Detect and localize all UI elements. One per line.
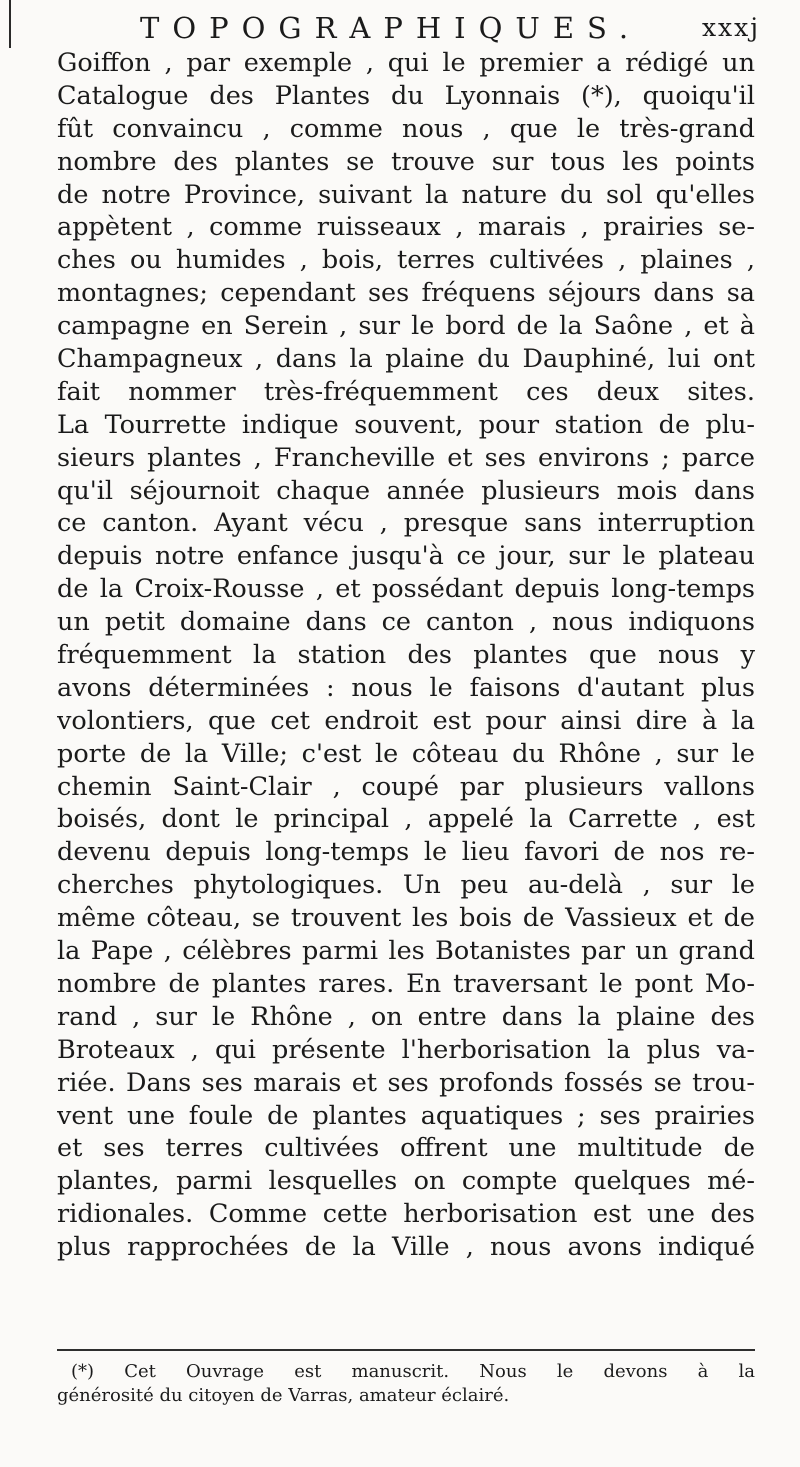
text-line: devenu depuis long-temps le lieu favori de nos re- [57, 837, 755, 868]
text-line: la Pape , célèbres parmi les Botanistes par un grand [57, 936, 755, 967]
running-title: TOPOGRAPHIQUES. [140, 11, 642, 45]
text-line: boisés, dont le principal , appelé la Carrette , est [57, 804, 755, 835]
text-line: Broteaux , qui présente l'herborisation la plus va- [57, 1034, 755, 1065]
text-line: campagne en Serein , sur le bord de la Saône , et à [57, 311, 755, 342]
main-text [57, 47, 755, 1264]
text-line: ridionales. Comme cette herborisation est une des [57, 1199, 755, 1230]
running-header [140, 8, 760, 48]
text-line: plus rapprochées de la Ville , nous avons indiqué [57, 1232, 755, 1263]
text-line: plantes, parmi lesquelles on compte quelques mé- [57, 1166, 755, 1197]
text-line: de la Croix-Rousse , et possédant depuis long-temps [57, 574, 755, 605]
footnote [57, 1360, 755, 1408]
text-line: sieurs plantes , Francheville et ses environs ; parce [57, 442, 755, 473]
text-line: fait nommer très-fréquemment ces deux sites. [57, 376, 755, 407]
text-line: vent une foule de plantes aquatiques ; ses prairies [57, 1100, 755, 1131]
text-line: avons déterminées : nous le faisons d'autant plus [57, 672, 755, 703]
text-line: et ses terres cultivées offrent une multitude de [57, 1133, 755, 1164]
text-line: fût convaincu , comme nous , que le très-grand [57, 113, 755, 144]
footnote-line: (*) Cet Ouvrage est manuscrit. Nous le devons à la [71, 1361, 755, 1382]
text-line: ches ou humides , bois, terres cultivées , plaines , [57, 245, 755, 276]
text-line: porte de la Ville; c'est le côteau du Rhône , sur le [57, 738, 755, 769]
text-line: Catalogue des Plantes du Lyonnais (*), quoiqu'il [57, 80, 755, 111]
text-line: riée. Dans ses marais et ses profonds fossés se trou- [57, 1067, 755, 1098]
text-line: Champagneux , dans la plaine du Dauphiné, lui ont [57, 344, 755, 375]
text-line: ce canton. Ayant vécu , presque sans interruption [57, 508, 755, 539]
text-line: fréquemment la station des plantes que nous y [57, 640, 755, 671]
text-line: qu'il séjournoit chaque année plusieurs mois dans [57, 475, 755, 506]
text-line: appètent , comme ruisseaux , marais , prairies se- [57, 212, 755, 243]
text-line: un petit domaine dans ce canton , nous indiquons [57, 607, 755, 638]
text-line: chemin Saint-Clair , coupé par plusieurs vallons [57, 771, 755, 802]
text-line: même côteau, se trouvent les bois de Vassieux et de [57, 903, 755, 934]
text-line: nombre des plantes se trouve sur tous les points [57, 146, 755, 177]
text-line: Goiffon , par exemple , qui le premier a rédigé un [57, 48, 755, 78]
text-line: nombre de plantes rares. En traversant le pont Mo- [57, 968, 755, 999]
text-line: de notre Province, suivant la nature du sol qu'elles [57, 179, 755, 210]
text-line: volontiers, que cet endroit est pour ainsi dire à la [57, 705, 755, 736]
text-line: cherches phytologiques. Un peu au-delà , sur le [57, 870, 755, 901]
footnote-line: générosité du citoyen de Varras, amateur éclairé. [57, 1385, 510, 1406]
text-line: depuis notre enfance jusqu'à ce jour, sur le plateau [57, 541, 755, 572]
page-number: xxxj [701, 13, 760, 42]
footnote-separator [57, 1349, 755, 1351]
text-line: La Tourrette indique souvent, pour station de plu- [57, 409, 755, 440]
page-edge-rule [9, 0, 11, 48]
text-line: montagnes; cependant ses fréquens séjours dans sa [57, 278, 755, 309]
text-line: rand , sur le Rhône , on entre dans la plaine des [57, 1001, 755, 1032]
